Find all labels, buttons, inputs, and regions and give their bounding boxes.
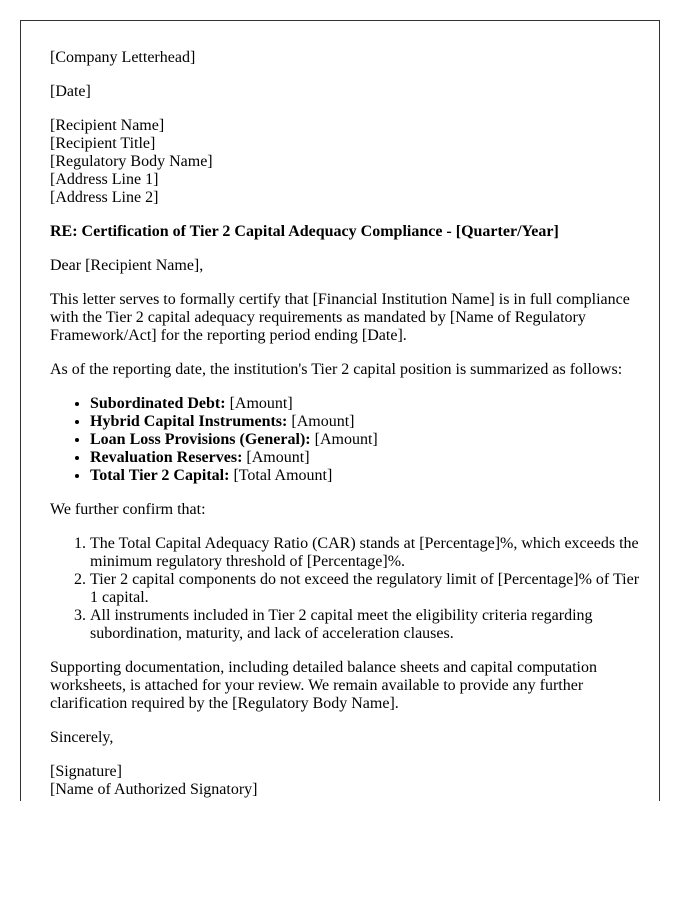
- capital-summary-list: [50, 395, 640, 485]
- subject-line: RE: Certification of Tier 2 Capital Adequacy Compliance - [Quarter/Year]: [50, 223, 559, 240]
- salutation: Dear [Recipient Name],: [50, 257, 204, 274]
- address-line-1: [Address Line 1]: [50, 171, 159, 188]
- confirmation-item: 2. Tier 2 capital components do not exceed the regulatory limit of [Percentage]% of Tier 1 capital.: [90, 571, 640, 607]
- item-value: [Amount]: [291, 413, 355, 430]
- recipient-title: [Recipient Title]: [50, 135, 156, 152]
- list-item-total-tier2: [90, 467, 640, 485]
- list-item-hybrid-capital: [90, 413, 640, 431]
- item-value: [Amount]: [314, 431, 378, 448]
- list-item-revaluation-reserves: [90, 449, 640, 467]
- company-letterhead: [Company Letterhead]: [50, 49, 196, 66]
- item-value: [Total Amount]: [233, 467, 333, 484]
- item-label: Subordinated Debt:: [90, 395, 226, 412]
- intro-paragraph: This letter serves to formally certify that [Financial Institution Name] is in full compliance with the Tier 2 capital adequacy requirements as mandated by [Name of Regulatory Framework/Act] for the reporting period ending [Date].: [50, 291, 630, 344]
- summary-lead: As of the reporting date, the institution's Tier 2 capital position is summarized as follows:: [50, 361, 623, 378]
- valediction: Sincerely,: [50, 729, 114, 746]
- item-value: [Amount]: [246, 449, 310, 466]
- item-label: Hybrid Capital Instruments:: [90, 413, 288, 430]
- list-item-loan-loss-provisions: [90, 431, 640, 449]
- recipient-address-block: [50, 117, 640, 207]
- regulatory-body-name: [Regulatory Body Name]: [50, 153, 213, 170]
- item-label: Revaluation Reserves:: [90, 449, 243, 466]
- item-value: [Amount]: [229, 395, 293, 412]
- confirmations-list: [50, 535, 640, 643]
- signature-block: [50, 763, 640, 799]
- address-line-2: [Address Line 2]: [50, 189, 159, 206]
- signature: [Signature]: [50, 763, 122, 780]
- closing-paragraph: Supporting documentation, including detailed balance sheets and capital computation worksheets, is attached for your review. We remain available to provide any further clarification required by the [Regulatory Body Name].: [50, 659, 597, 712]
- item-label: Total Tier 2 Capital:: [90, 467, 230, 484]
- confirmation-item: 1. The Total Capital Adequacy Ratio (CAR) stands at [Percentage]%, which exceeds the minimum regulatory threshold of [Percentage]%.: [90, 535, 640, 571]
- list-item-subordinated-debt: [90, 395, 640, 413]
- confirm-lead: We further confirm that:: [50, 501, 206, 518]
- signatory-name: [Name of Authorized Signatory]: [50, 781, 258, 798]
- confirmation-item: 3. All instruments included in Tier 2 capital meet the eligibility criteria regarding subordination, maturity, and lack of acceleration clauses.: [90, 607, 640, 643]
- letter-page: [20, 20, 660, 801]
- letter-content: [50, 49, 640, 801]
- recipient-name: [Recipient Name]: [50, 117, 165, 134]
- letter-date: [Date]: [50, 83, 91, 100]
- item-label: Loan Loss Provisions (General):: [90, 431, 311, 448]
